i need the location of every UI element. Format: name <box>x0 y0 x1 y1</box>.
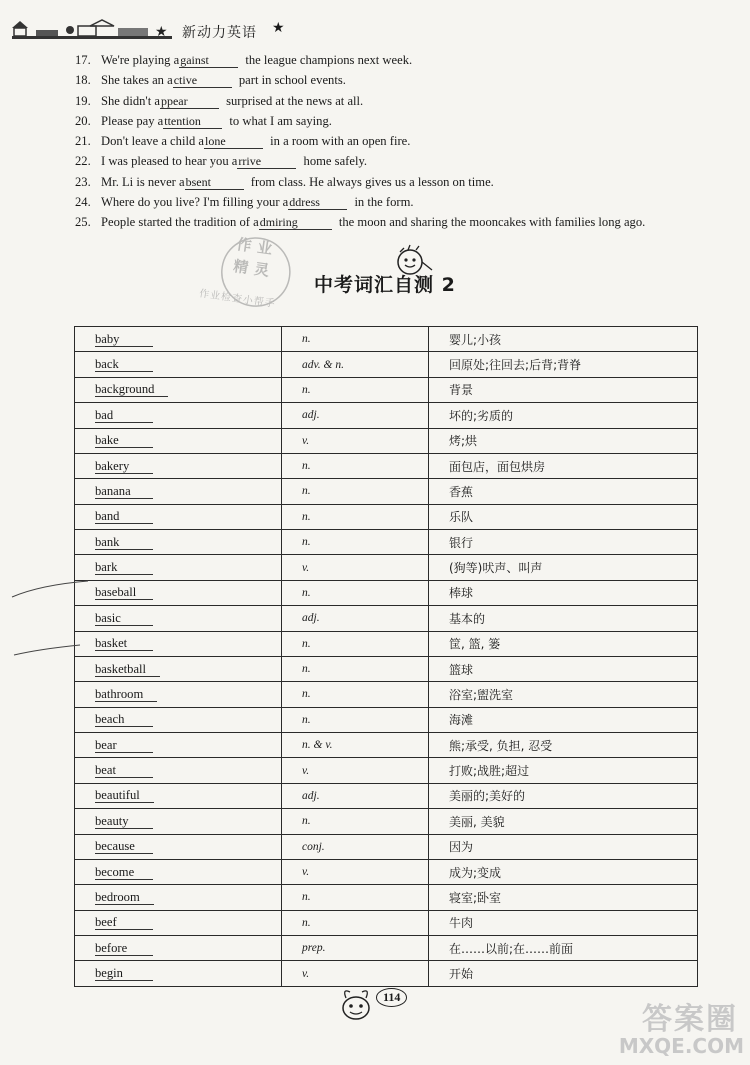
vocab-pos: adj. <box>282 606 429 631</box>
vocab-meaning: 篮球 <box>429 656 698 681</box>
vocab-pos: n. <box>282 327 429 352</box>
vocab-pos: n. <box>282 453 429 478</box>
vocab-meaning: 打败;战胜;超过 <box>429 758 698 783</box>
vocab-pos: n. <box>282 910 429 935</box>
vocab-word: bank <box>95 536 153 550</box>
answer-blank: rrive <box>237 154 296 169</box>
vocab-pos: n. <box>282 530 429 555</box>
vocab-meaning: 面包店，面包烘房 <box>429 453 698 478</box>
vocab-meaning: 牛肉 <box>429 910 698 935</box>
vocab-meaning: 回原处;往回去;后背;背脊 <box>429 352 698 377</box>
vocab-word-cell <box>75 758 282 783</box>
vocab-meaning: 银行 <box>429 530 698 555</box>
vocab-meaning: 浴室;盥洗室 <box>429 682 698 707</box>
vocab-meaning: (狗等)吠声、叫声 <box>429 555 698 580</box>
vocab-pos: conj. <box>282 834 429 859</box>
answer-blank: bsent <box>185 175 244 190</box>
vocab-pos: n. <box>282 656 429 681</box>
vocab-word-cell <box>75 961 282 986</box>
vocab-word-cell <box>75 428 282 453</box>
vocab-row <box>75 428 698 453</box>
vocab-word: baby <box>95 333 153 347</box>
vocab-pos: prep. <box>282 936 429 961</box>
vocab-word-cell <box>75 656 282 681</box>
vocab-pos: v. <box>282 859 429 884</box>
vocab-row <box>75 783 698 808</box>
vocab-meaning: 开始 <box>429 961 698 986</box>
vocab-word: become <box>95 866 153 880</box>
vocab-meaning: 烤;烘 <box>429 428 698 453</box>
vocab-row <box>75 327 698 352</box>
vocab-row <box>75 377 698 402</box>
vocab-row <box>75 859 698 884</box>
vocab-row <box>75 530 698 555</box>
sentence-item: 17. We're playing against the league champions next week. <box>75 53 413 67</box>
vocab-pos: n. <box>282 707 429 732</box>
vocab-word: beef <box>95 916 153 930</box>
vocab-meaning: 美丽, 美貌 <box>429 809 698 834</box>
vocab-word-cell <box>75 809 282 834</box>
vocab-meaning: 坏的;劣质的 <box>429 403 698 428</box>
answer-blank: ctive <box>173 73 232 88</box>
vocab-row <box>75 479 698 504</box>
sentence-item: 18. She takes an active part in school events. <box>75 73 346 88</box>
vocab-word: baseball <box>95 586 153 600</box>
vocab-word-cell <box>75 682 282 707</box>
vocab-word-cell <box>75 885 282 910</box>
vocab-meaning: 乐队 <box>429 504 698 529</box>
vocab-word: bakery <box>95 460 153 474</box>
vocab-word-cell <box>75 504 282 529</box>
vocab-word: basic <box>95 612 153 626</box>
vocab-meaning: 美丽的;美好的 <box>429 783 698 808</box>
vocab-meaning: 成为;变成 <box>429 859 698 884</box>
series-title: 新动力英语 <box>182 25 257 41</box>
vocab-pos: n. <box>282 631 429 656</box>
vocab-row <box>75 758 698 783</box>
answer-blank: ppear <box>160 94 219 109</box>
vocab-word-cell <box>75 707 282 732</box>
vocab-row <box>75 961 698 986</box>
vocab-row <box>75 504 698 529</box>
vocab-pos: n. <box>282 580 429 605</box>
vocab-meaning: 香蕉 <box>429 479 698 504</box>
vocab-word: bear <box>95 739 153 753</box>
section-title: 中考词汇自测 2 <box>314 274 456 296</box>
vocab-row <box>75 936 698 961</box>
sentence-item: 23. Mr. Li is never absent from class. He always gives us a lesson on time. <box>75 174 494 189</box>
sentence-item: 25. People started the tradition of admiring the moon and sharing the mooncakes with families long ago. <box>75 215 646 230</box>
vocab-word: before <box>95 942 153 956</box>
vocab-pos: n. <box>282 885 429 910</box>
vocab-row <box>75 809 698 834</box>
vocab-word: because <box>95 840 153 854</box>
vocab-meaning: 熊;承受, 负担, 忍受 <box>429 733 698 758</box>
vocab-word: background <box>95 383 168 397</box>
pen-mark-icon <box>10 575 90 665</box>
answer-blank: dmiring <box>259 215 332 230</box>
vocab-word: bark <box>95 561 153 575</box>
sentence-item: 22. I was pleased to hear you arrive home safely. <box>75 154 368 169</box>
vocab-row <box>75 580 698 605</box>
vocab-row <box>75 352 698 377</box>
vocab-pos: n. <box>282 377 429 402</box>
vocab-word-cell <box>75 834 282 859</box>
sentence-item: 19. She didn't appear surprised at the news at all. <box>75 93 364 108</box>
vocab-row <box>75 403 698 428</box>
vocab-table <box>74 326 698 987</box>
vocab-word: beautiful <box>95 789 154 803</box>
vocab-meaning: 婴儿;小孩 <box>429 327 698 352</box>
vocab-pos: n. <box>282 809 429 834</box>
vocab-word-cell <box>75 530 282 555</box>
vocab-word: basket <box>95 637 153 651</box>
sentence-item: 20. Please pay attention to what I am saying. <box>75 113 332 128</box>
vocab-word: bedroom <box>95 891 154 905</box>
answer-blank: ttention <box>163 114 222 129</box>
vocab-pos: v. <box>282 555 429 580</box>
footer-mascot-icon <box>336 982 376 1024</box>
vocab-pos: v. <box>282 428 429 453</box>
vocab-word-cell <box>75 580 282 605</box>
sentence-item: 24. Where do you live? I'm filling your address in the form. <box>75 195 414 210</box>
vocab-row <box>75 656 698 681</box>
vocab-word-cell <box>75 783 282 808</box>
vocab-row <box>75 555 698 580</box>
vocab-pos: adv. & n. <box>282 352 429 377</box>
vocab-word: back <box>95 358 153 372</box>
vocab-pos: adj. <box>282 403 429 428</box>
vocab-pos: v. <box>282 758 429 783</box>
vocab-row <box>75 834 698 859</box>
vocab-meaning: 寝室;卧室 <box>429 885 698 910</box>
answer-blank: lone <box>204 134 263 149</box>
vocab-word-cell <box>75 453 282 478</box>
vocab-word-cell <box>75 910 282 935</box>
vocab-word-cell <box>75 631 282 656</box>
vocab-word-cell <box>75 859 282 884</box>
vocab-row <box>75 606 698 631</box>
answer-blank: ddress <box>288 195 347 210</box>
vocab-word: beauty <box>95 815 153 829</box>
svg-text:★: ★ <box>155 25 168 40</box>
vocab-word-cell <box>75 377 282 402</box>
vocab-pos: v. <box>282 961 429 986</box>
vocab-word-cell <box>75 555 282 580</box>
vocab-meaning: 筐, 篮, 篓 <box>429 631 698 656</box>
vocab-row <box>75 910 698 935</box>
fill-in-sentences <box>75 50 715 233</box>
vocab-pos: n. <box>282 479 429 504</box>
vocab-word-cell <box>75 403 282 428</box>
vocab-word: basketball <box>95 663 160 677</box>
vocab-pos: n. <box>282 682 429 707</box>
vocab-word-cell <box>75 479 282 504</box>
answer-blank: gainst <box>179 53 238 68</box>
page-number: 114 <box>376 988 407 1007</box>
vocab-meaning: 因为 <box>429 834 698 859</box>
vocab-word: begin <box>95 967 153 981</box>
vocab-word: beat <box>95 764 153 778</box>
vocab-word: bad <box>95 409 153 423</box>
vocab-pos: n. & v. <box>282 733 429 758</box>
vocab-word: bake <box>95 434 153 448</box>
star-icon: ★ <box>272 21 285 36</box>
vocab-word-cell <box>75 606 282 631</box>
vocab-meaning: 基本的 <box>429 606 698 631</box>
vocab-row <box>75 885 698 910</box>
site-watermark: 答案圈 MXQE.COM <box>618 1002 744 1058</box>
vocab-meaning: 背景 <box>429 377 698 402</box>
vocab-word: banana <box>95 485 153 499</box>
vocab-meaning: 棒球 <box>429 580 698 605</box>
homework-stamp: 作业 精灵 作业检查小帮手 <box>194 225 316 331</box>
vocab-word: band <box>95 510 153 524</box>
vocab-row <box>75 733 698 758</box>
vocab-word-cell <box>75 352 282 377</box>
vocab-pos: n. <box>282 504 429 529</box>
vocab-word-cell <box>75 733 282 758</box>
vocab-meaning: 海滩 <box>429 707 698 732</box>
vocab-row <box>75 631 698 656</box>
header-decoration-icon <box>10 18 180 44</box>
page-header <box>10 18 300 44</box>
vocab-word: bathroom <box>95 688 157 702</box>
vocab-row <box>75 707 698 732</box>
vocab-meaning: 在……以前;在……前面 <box>429 936 698 961</box>
vocab-row <box>75 453 698 478</box>
vocab-word: beach <box>95 713 153 727</box>
vocab-row <box>75 682 698 707</box>
vocab-word-cell <box>75 936 282 961</box>
sentence-item: 21. Don't leave a child alone in a room with an open fire. <box>75 134 411 149</box>
vocab-pos: adj. <box>282 783 429 808</box>
vocab-word-cell <box>75 327 282 352</box>
